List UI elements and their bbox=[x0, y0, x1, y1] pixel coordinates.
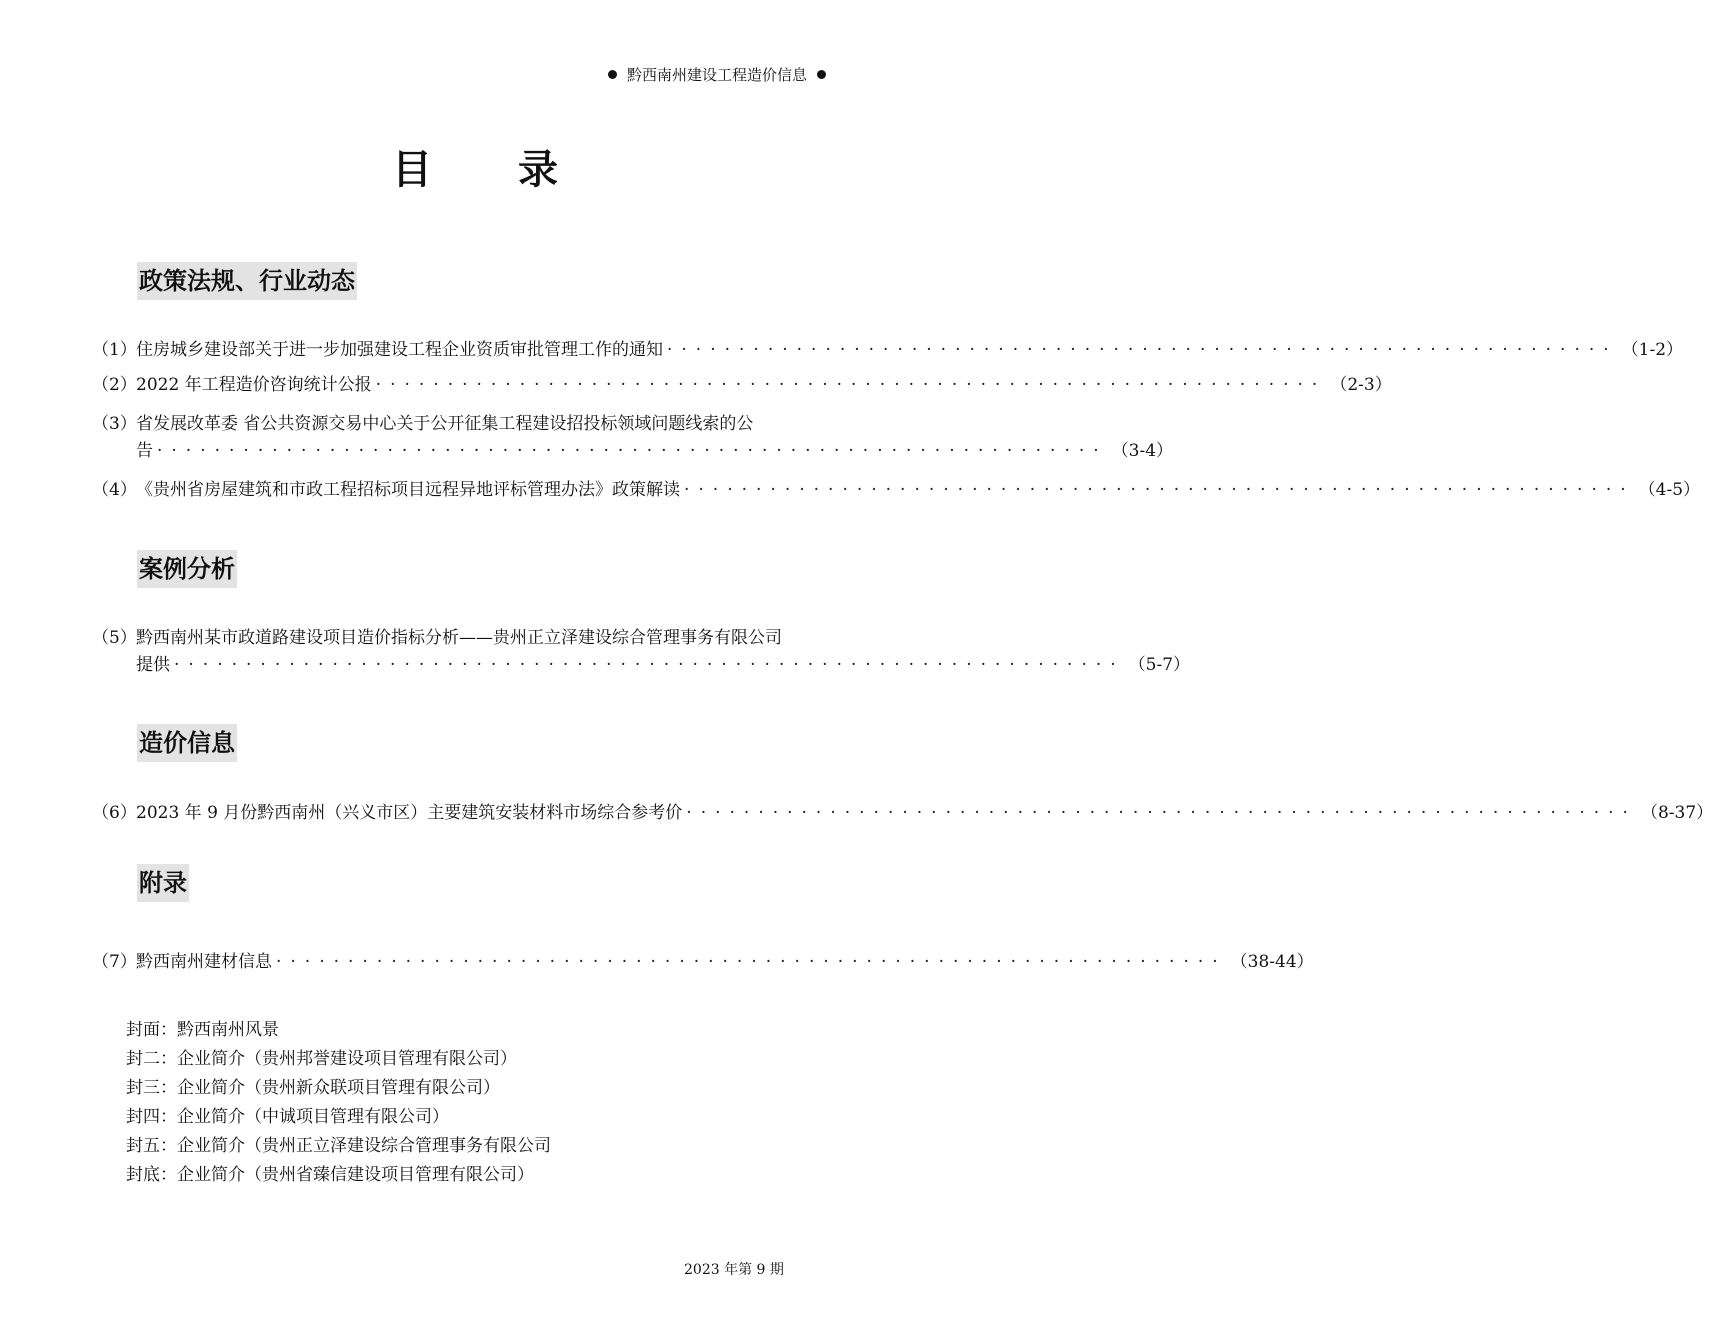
toc-entry-4[interactable] bbox=[92, 477, 1701, 504]
cover-note-back: 封底：企业简介（贵州省臻信建设项目管理有限公司） bbox=[126, 1165, 534, 1185]
cover-note-3: 封三：企业简介（贵州新众联项目管理有限公司） bbox=[126, 1078, 500, 1098]
entry-pages: （4-5） bbox=[1638, 480, 1701, 500]
cover-note-5: 封五：企业简介（贵州正立泽建设综合管理事务有限公司 bbox=[126, 1136, 551, 1156]
entry-pages: （8-37） bbox=[1640, 803, 1713, 823]
toc-entry-7[interactable] bbox=[92, 949, 1314, 976]
cover-note-front: 封面：黔西南州风景 bbox=[126, 1020, 279, 1040]
entry-pages: （2-3） bbox=[1330, 375, 1392, 395]
entry-title-continued: 提供 bbox=[136, 655, 170, 675]
entry-number: （2） bbox=[92, 375, 137, 395]
page-title: 目 录 bbox=[392, 147, 594, 193]
entry-title: 黔西南州建材信息 bbox=[136, 952, 272, 972]
entry-number: （5） bbox=[92, 628, 137, 648]
entry-title: 省发展改革委 省公共资源交易中心关于公开征集工程建设招投标领域问题线索的公 bbox=[136, 414, 754, 434]
cover-note-2: 封二：企业简介（贵州邦誉建设项目管理有限公司） bbox=[126, 1049, 517, 1069]
entry-title: 2022 年工程造价咨询统计公报 bbox=[136, 375, 372, 395]
cover-notes bbox=[126, 1016, 551, 1190]
dot-leader: ·································································· bbox=[686, 803, 1637, 823]
dot-leader: ·································································· bbox=[667, 340, 1618, 360]
header-text: 黔西南州建设工程造价信息 bbox=[626, 66, 807, 84]
entry-title: 《贵州省房屋建筑和市政工程招标项目远程异地评标管理办法》政策解读 bbox=[136, 480, 680, 500]
toc-entry-2[interactable] bbox=[92, 372, 1392, 399]
entry-pages: （38-44） bbox=[1230, 952, 1314, 972]
section-heading-policy: 政策法规、行业动态 bbox=[137, 262, 357, 300]
dot-leader: ·································································· bbox=[375, 375, 1327, 395]
running-header bbox=[608, 64, 826, 85]
entry-number: （3） bbox=[92, 414, 137, 434]
toc-entry-1[interactable] bbox=[92, 337, 1684, 364]
entry-title: 黔西南州某市政道路建设项目造价指标分析——贵州正立泽建设综合管理事务有限公司 bbox=[136, 628, 782, 648]
toc-entry-5[interactable] bbox=[92, 625, 1191, 679]
dot-leader: ·································································· bbox=[684, 480, 1635, 500]
toc-entry-6[interactable] bbox=[92, 800, 1713, 827]
entry-title-continued: 告 bbox=[136, 441, 153, 461]
dot-leader: ·································································· bbox=[157, 441, 1108, 461]
entry-title: 住房城乡建设部关于进一步加强建设工程企业资质审批管理工作的通知 bbox=[136, 340, 663, 360]
dot-leader: ·································································· bbox=[174, 655, 1125, 675]
entry-number: （7） bbox=[92, 952, 137, 972]
section-heading-case-study: 案例分析 bbox=[137, 550, 237, 588]
entry-pages: （5-7） bbox=[1128, 655, 1191, 675]
bullet-dot-icon bbox=[608, 70, 617, 79]
toc-entry-3[interactable] bbox=[92, 411, 1174, 465]
bullet-dot-icon bbox=[817, 70, 826, 79]
entry-number: （1） bbox=[92, 340, 137, 360]
cover-note-4: 封四：企业简介（中诚项目管理有限公司） bbox=[126, 1107, 449, 1127]
entry-number: （4） bbox=[92, 480, 137, 500]
section-heading-price-info: 造价信息 bbox=[137, 724, 237, 762]
entry-number: （6） bbox=[92, 803, 137, 823]
entry-pages: （3-4） bbox=[1111, 441, 1174, 461]
entry-title: 2023 年 9 月份黔西南州（兴义市区）主要建筑安装材料市场综合参考价 bbox=[136, 803, 683, 823]
dot-leader: ·································································· bbox=[276, 952, 1227, 972]
issue-footer: 2023 年第 9 期 bbox=[684, 1262, 784, 1278]
entry-pages: （1-2） bbox=[1621, 340, 1684, 360]
section-heading-appendix: 附录 bbox=[137, 864, 189, 902]
